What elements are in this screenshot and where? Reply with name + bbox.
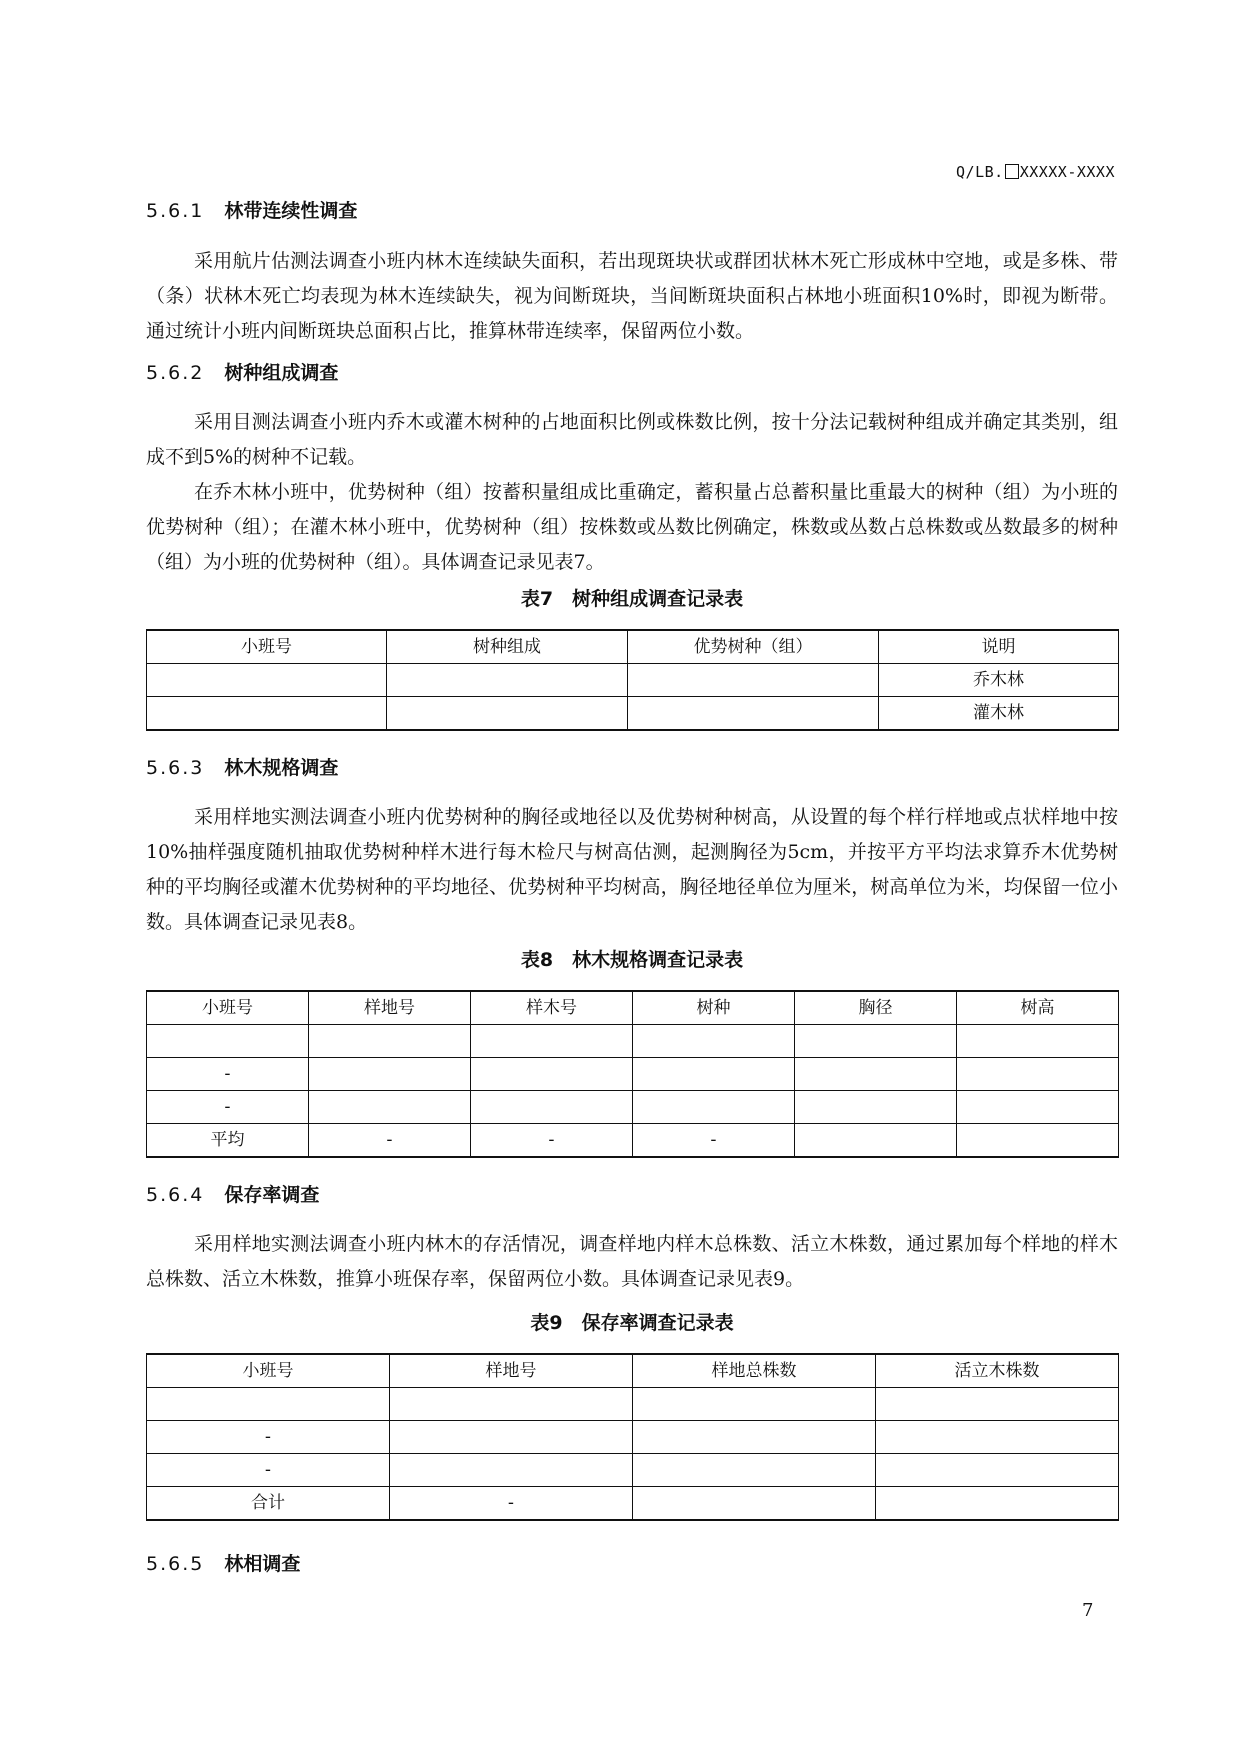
table-cell <box>387 697 628 731</box>
table-cell <box>147 1025 309 1058</box>
paragraph-5-6-2-a: 采用目测法调查小班内乔木或灌木树种的占地面积比例或株数比例，按十分法记载树种组成并确定其类别，组成不到5%的树种不记载。 <box>146 411 1118 468</box>
table-header-cell: 优势树种（组） <box>628 630 879 664</box>
table-cell <box>628 664 879 697</box>
table-cell <box>876 1421 1119 1454</box>
table-cell: - <box>147 1091 309 1124</box>
table-cell <box>795 1124 957 1158</box>
table-header-cell: 说明 <box>879 630 1119 664</box>
table-header-cell: 树种组成 <box>387 630 628 664</box>
table-row <box>147 1421 1119 1454</box>
table8-caption: 表8 林木规格调查记录表 <box>520 949 744 971</box>
table-header-cell: 小班号 <box>147 991 309 1025</box>
table-row <box>147 1058 1119 1091</box>
table9 <box>146 1353 1119 1521</box>
table-cell <box>147 697 387 731</box>
table-cell: - <box>147 1454 390 1487</box>
table-cell: 合计 <box>147 1487 390 1521</box>
table-cell <box>390 1421 633 1454</box>
table-cell <box>387 664 628 697</box>
section-heading-5-6-4: 5.6.4 保存率调查 <box>146 1184 320 1206</box>
table-cell <box>147 1388 390 1421</box>
section-heading-5-6-1: 5.6.1 林带连续性调查 <box>146 200 358 222</box>
table-cell <box>309 1058 471 1091</box>
table-cell <box>633 1388 876 1421</box>
table-header-cell: 胸径 <box>795 991 957 1025</box>
table-row <box>147 1091 1119 1124</box>
table9-caption: 表9 保存率调查记录表 <box>530 1312 734 1334</box>
table-row <box>147 1454 1119 1487</box>
table-cell <box>957 1025 1119 1058</box>
table-header-cell: 树高 <box>957 991 1119 1025</box>
checkbox-glyph <box>1005 164 1019 179</box>
table-cell <box>876 1487 1119 1521</box>
paragraph-5-6-2-b: 在乔木林小班中，优势树种（组）按蓄积量组成比重确定，蓄积量占总蓄积量比重最大的树种（组）为小班的优势树种（组）；在灌木林小班中，优势树种（组）按株数或丛数比例确定，株数或丛数占总株数或丛数最多的树种（组）为小班的优势树种（组）。具体调查记录见表7。 <box>146 481 1118 573</box>
section-heading-5-6-3: 5.6.3 林木规格调查 <box>146 757 339 779</box>
table-cell <box>795 1025 957 1058</box>
table-cell: - <box>147 1421 390 1454</box>
table-cell <box>628 697 879 731</box>
standard-code: Q/LB. XXXXX-XXXX <box>956 163 1115 181</box>
table-cell <box>147 664 387 697</box>
table-header-cell: 样地号 <box>309 991 471 1025</box>
table-header-cell: 小班号 <box>147 630 387 664</box>
table-cell <box>471 1091 633 1124</box>
section-heading-5-6-2: 5.6.2 树种组成调查 <box>146 362 339 384</box>
table7-caption: 表7 树种组成调查记录表 <box>520 588 744 610</box>
table-row <box>147 1025 1119 1058</box>
table-cell <box>957 1091 1119 1124</box>
table-cell <box>390 1388 633 1421</box>
table-cell <box>633 1091 795 1124</box>
table-cell: 灌木林 <box>879 697 1119 731</box>
table-header-cell: 小班号 <box>147 1354 390 1388</box>
table-header-row <box>147 991 1119 1025</box>
page-number: 7 <box>1082 1600 1094 1621</box>
table-cell <box>795 1058 957 1091</box>
table-cell: - <box>471 1124 633 1158</box>
table-header-row <box>147 1354 1119 1388</box>
table-header-cell: 树种 <box>633 991 795 1025</box>
table-row <box>147 664 1119 697</box>
table-cell <box>633 1487 876 1521</box>
table-row <box>147 697 1119 731</box>
table-cell <box>957 1124 1119 1158</box>
table-cell: 乔木林 <box>879 664 1119 697</box>
table-cell <box>633 1058 795 1091</box>
table-cell <box>471 1025 633 1058</box>
paragraph-5-6-3: 采用样地实测法调查小班内优势树种的胸径或地径以及优势树种树高，从设置的每个样行样地或点状样地中按10%抽样强度随机抽取优势树种样木进行每木检尺与树高估测，起测胸径为5cm，并按平方平均法求算乔木优势树种的平均胸径或灌木优势树种的平均地径、优势树种平均树高，胸径地径单位为厘米，树高单位为米，均保留一位小数。具体调查记录见表8。 <box>146 806 1118 933</box>
table-cell <box>876 1454 1119 1487</box>
table-cell <box>633 1454 876 1487</box>
table-cell: 平均 <box>147 1124 309 1158</box>
table-header-cell: 样木号 <box>471 991 633 1025</box>
table-cell <box>876 1388 1119 1421</box>
table-header-cell: 样地总株数 <box>633 1354 876 1388</box>
table-cell <box>633 1025 795 1058</box>
table-header-row <box>147 630 1119 664</box>
table-cell: - <box>633 1124 795 1158</box>
table-cell: - <box>390 1487 633 1521</box>
table-cell: - <box>147 1058 309 1091</box>
table-row <box>147 1124 1119 1158</box>
table-cell <box>957 1058 1119 1091</box>
table-cell <box>795 1091 957 1124</box>
paragraph-5-6-1: 采用航片估测法调查小班内林木连续缺失面积，若出现斑块状或群团状林木死亡形成林中空地，或是多株、带（条）状林木死亡均表现为林木连续缺失，视为间断斑块，当间断斑块面积占林地小班面积10%时，即视为断带。通过统计小班内间断斑块总面积占比，推算林带连续率，保留两位小数。 <box>146 250 1118 342</box>
table-cell <box>309 1025 471 1058</box>
table-cell <box>633 1421 876 1454</box>
section-heading-5-6-5: 5.6.5 林相调查 <box>146 1553 301 1575</box>
table-row <box>147 1487 1119 1521</box>
table-cell: - <box>309 1124 471 1158</box>
table-header-cell: 活立木株数 <box>876 1354 1119 1388</box>
paragraph-5-6-4: 采用样地实测法调查小班内林木的存活情况，调查样地内样木总株数、活立木株数，通过累加每个样地的样木总株数、活立木株数，推算小班保存率，保留两位小数。具体调查记录见表9。 <box>146 1233 1118 1290</box>
table-cell <box>390 1454 633 1487</box>
table-row <box>147 1388 1119 1421</box>
table8 <box>146 990 1119 1158</box>
table7 <box>146 629 1119 731</box>
table-header-cell: 样地号 <box>390 1354 633 1388</box>
table-cell <box>309 1091 471 1124</box>
table-cell <box>471 1058 633 1091</box>
